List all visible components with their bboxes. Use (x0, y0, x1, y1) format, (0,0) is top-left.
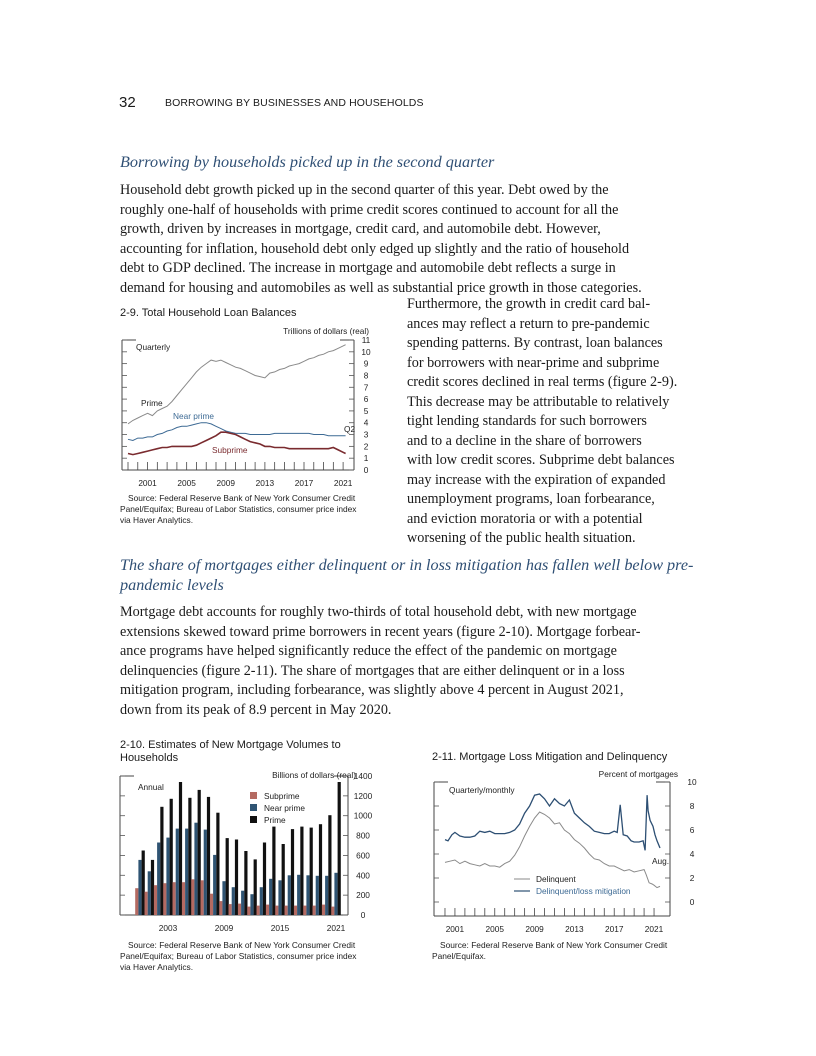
bar-subprime (154, 885, 157, 915)
text-line: spending patterns. By contrast, loan balances (407, 335, 663, 351)
bar-subprime (331, 907, 334, 915)
x-tick-label: 2009 (216, 478, 236, 488)
bar-prime (328, 815, 331, 915)
source-line: via Haver Analytics. (120, 515, 194, 525)
x-tick-label: 2015 (270, 923, 290, 933)
x-tick-label: 2017 (604, 924, 624, 934)
bar-prime (310, 828, 313, 915)
legend-label-prime: Prime (264, 815, 286, 825)
title-line: 2-10. Estimates of New Mortgage Volumes to (120, 739, 341, 751)
bar-prime (319, 824, 322, 915)
x-tick-label: 2005 (485, 924, 504, 934)
bar-near-prime (288, 875, 291, 915)
bar-prime (244, 851, 247, 915)
series-label-near-prime: Near prime (173, 411, 215, 421)
bar-near-prime (316, 876, 319, 915)
bar-near-prime (157, 843, 160, 916)
text-line: mitigation program, including forbearance, was slightly above 4 percent in August 2021, (120, 682, 624, 698)
source-line: Panel/Equifax. (432, 951, 487, 961)
bar-subprime (191, 879, 194, 915)
bar-subprime (294, 906, 297, 915)
text-line: and to a decline in the share of borrowers (407, 432, 642, 449)
paragraph-mortgage-debt (120, 603, 710, 720)
text-line: delinquencies (figure 2-11). The share of mortgages that are either delinquent or in a loss (120, 662, 625, 679)
y-axis-label: Percent of mortgages (598, 769, 678, 779)
y-tick-label: 4 (363, 417, 369, 428)
x-tick-label: 2001 (445, 924, 465, 934)
text-line: Mortgage debt accounts for roughly two-thirds of total household debt, with new mortgage (120, 604, 637, 620)
bar-subprime (285, 906, 288, 915)
bar-prime (188, 798, 191, 915)
series-label-subprime: Subprime (212, 445, 248, 455)
bar-prime (291, 829, 294, 915)
bar-prime (254, 859, 257, 915)
x-tick-label: 2013 (565, 924, 584, 934)
bar-prime (338, 782, 341, 915)
page-number: 32 (119, 94, 136, 111)
source-line: Source: Federal Reserve Bank of New York Consumer Credit (440, 940, 668, 950)
x-tick-label: 2013 (255, 478, 275, 488)
text-line: worsening of the public health situation. (407, 530, 636, 546)
frequency-note: Quarterly (136, 342, 171, 352)
y-tick-label: 1400 (353, 771, 373, 781)
legend-label-loss-mitigation: Delinquent/loss mitigation (536, 886, 631, 896)
end-annotation-aug: Aug. (652, 856, 670, 866)
x-tick-label: 2009 (214, 923, 234, 933)
bar-subprime (201, 880, 204, 915)
figure-2-9-chart (112, 322, 402, 492)
end-annotation-q2: Q2 (344, 424, 356, 434)
x-tick-label: 2003 (158, 923, 178, 933)
bar-near-prime (250, 894, 253, 915)
bar-near-prime (260, 887, 263, 915)
x-axis-ticks (128, 462, 353, 488)
x-axis-ticks (159, 923, 346, 933)
bar-near-prime (138, 860, 141, 915)
legend (250, 791, 305, 825)
bar-prime (263, 843, 266, 916)
bars-group (135, 782, 341, 915)
bar-subprime (182, 882, 185, 915)
legend-label-subprime: Subprime (264, 791, 300, 801)
series-line-prime (128, 345, 346, 424)
text-line: may increase with the expiration of expanded (407, 471, 666, 488)
legend-swatch-prime (250, 816, 257, 823)
y-tick-label: 2 (689, 873, 695, 883)
y-tick-label: 10 (361, 346, 371, 357)
y-tick-label: 1000 (353, 810, 373, 821)
figure-2-11-source (432, 940, 702, 962)
y-tick-label: 0 (360, 910, 366, 920)
y-tick-label: 200 (356, 890, 370, 901)
bar-near-prime (269, 879, 272, 915)
x-tick-label: 2009 (525, 924, 544, 934)
figure-2-10-title (120, 739, 341, 765)
figure-2-10-source (120, 940, 390, 973)
bar-subprime (257, 906, 260, 915)
y-tick-label: 5 (363, 405, 369, 416)
y-axis-label: Billions of dollars (real) (272, 770, 356, 780)
y-tick-label: 800 (356, 830, 370, 841)
bar-prime (235, 840, 238, 916)
heading-line: pandemic levels (120, 576, 224, 594)
section-heading-household-borrowing: Borrowing by households picked up in the second quarter (120, 153, 495, 171)
bar-near-prime (241, 891, 244, 915)
source-line: Panel/Equifax; Bureau of Labor Statistics, consumer price index (120, 951, 357, 961)
bar-near-prime (213, 855, 216, 915)
paragraph-household-debt (120, 181, 710, 298)
y-tick-label: 1 (363, 453, 369, 464)
title-line: Households (120, 752, 179, 764)
bar-near-prime (194, 823, 197, 915)
bar-near-prime (176, 829, 179, 915)
text-line: tight lending standards for such borrowers (407, 413, 647, 429)
x-tick-label: 2021 (644, 924, 664, 934)
text-line: ance programs have helped significantly reduce the effect of the pandemic on mortgage (120, 643, 617, 659)
figure-2-10-chart (112, 770, 392, 938)
text-line: for borrowers with near-prime and subprime (407, 354, 660, 371)
text-line: ances may reflect a return to pre-pandemic (407, 315, 650, 332)
text-line: unemployment programs, loan forbearance, (407, 491, 655, 507)
source-line: Panel/Equifax; Bureau of Labor Statistics, consumer price index (120, 504, 357, 514)
figure-2-9-title: 2-9. Total Household Loan Balances (120, 307, 297, 319)
bar-subprime (219, 901, 222, 915)
section-heading-mortgage-delinquency (120, 555, 700, 595)
bar-subprime (173, 882, 176, 915)
bar-prime (216, 813, 219, 915)
bar-prime (282, 844, 285, 915)
bar-prime (226, 838, 229, 915)
heading-line: The share of mortgages either delinquent or in loss mitigation has fallen well below pre- (120, 556, 694, 574)
text-line: credit scores declined in real terms (figure 2-9). (407, 374, 678, 390)
text-line: demand for housing and automobiles as well as substantial price growth in those categories. (120, 279, 642, 296)
bar-near-prime (297, 875, 300, 915)
legend-label-near-prime: Near prime (264, 803, 306, 813)
y-tick-label: 6 (363, 394, 369, 405)
bar-near-prime (278, 880, 281, 915)
y-tick-label: 9 (363, 358, 369, 369)
bar-subprime (303, 906, 306, 915)
bar-near-prime (204, 830, 207, 915)
bar-prime (198, 790, 201, 915)
bar-prime (151, 860, 154, 915)
bar-subprime (163, 883, 166, 915)
text-line: extensions skewed toward prime borrowers in recent years (figure 2-10). Mortgage forbear- (120, 623, 641, 640)
bar-prime (142, 851, 145, 916)
bar-subprime (145, 892, 148, 915)
bar-near-prime (306, 875, 309, 915)
bar-subprime (238, 904, 241, 915)
bar-prime (207, 797, 210, 915)
x-tick-label: 2001 (138, 478, 157, 488)
text-line: and eviction moratoria or with a potential (407, 510, 643, 527)
legend (514, 874, 631, 896)
y-tick-label: 10 (687, 777, 697, 787)
y-tick-label: 8 (363, 370, 369, 381)
bar-prime (179, 782, 182, 915)
bar-subprime (313, 906, 316, 915)
text-line: growth, driven by increases in mortgage, credit card, and automobile debt. However, (120, 221, 601, 237)
x-tick-label: 2017 (294, 478, 314, 488)
figure-2-11-title: 2-11. Mortgage Loss Mitigation and Delinquency (432, 751, 668, 763)
series-line-near-prime (128, 423, 346, 441)
bar-near-prime (185, 829, 188, 915)
y-tick-label: 600 (356, 850, 370, 861)
bar-near-prime (325, 876, 328, 915)
legend-swatch-subprime (250, 792, 257, 799)
y-tick-label: 3 (363, 429, 369, 440)
x-tick-label: 2005 (177, 478, 196, 488)
source-line: Source: Federal Reserve Bank of New York Consumer Credit (128, 493, 356, 503)
bar-prime (170, 799, 173, 915)
y-tick-label: 0 (689, 897, 695, 907)
figure-2-11-chart (426, 766, 711, 936)
y-tick-label: 2 (363, 441, 369, 452)
text-line: roughly one-half of households with prime credit scores continued to account for all the (120, 201, 619, 218)
series-label-prime: Prime (141, 398, 163, 408)
frequency-note: Quarterly/monthly (449, 785, 515, 795)
figure-2-9-source (120, 493, 390, 526)
paragraph-credit-card-balances (407, 295, 702, 549)
running-head: BORROWING BY BUSINESSES AND HOUSEHOLDS (165, 97, 424, 109)
bar-near-prime (334, 873, 337, 915)
y-tick-label: 0 (363, 465, 369, 475)
text-line: Household debt growth picked up in the second quarter of this year. Debt owed by the (120, 182, 609, 198)
bar-prime (160, 807, 163, 915)
x-tick-label: 2021 (326, 923, 346, 933)
legend-label-delinquent: Delinquent (536, 874, 576, 884)
text-line: Furthermore, the growth in credit card bal- (407, 296, 651, 312)
bar-near-prime (148, 871, 151, 915)
text-line: accounting for inflation, household debt only edged up slightly and the ratio of household (120, 240, 630, 257)
frequency-note: Annual (138, 782, 164, 792)
bar-subprime (322, 905, 325, 915)
y-tick-label: 6 (689, 825, 695, 835)
y-tick-label: 4 (689, 849, 695, 859)
bar-prime (272, 827, 275, 915)
bar-subprime (210, 894, 213, 915)
bar-prime (300, 827, 303, 915)
bar-subprime (247, 907, 250, 915)
legend-swatch-near-prime (250, 804, 257, 811)
text-line: down from its peak of 8.9 percent in May 2020. (120, 701, 392, 718)
bar-near-prime (166, 838, 169, 915)
text-line: debt to GDP declined. The increase in mortgage and automobile debt reflects a surge in (120, 260, 616, 276)
source-line: via Haver Analytics. (120, 962, 194, 972)
y-tick-label: 7 (363, 382, 369, 393)
y-tick-label: 1200 (353, 790, 373, 801)
y-axis-label: Trillions of dollars (real) (283, 326, 369, 336)
bar-subprime (275, 906, 278, 915)
text-line: with low credit scores. Subprime debt balances (407, 452, 675, 468)
bar-subprime (266, 905, 269, 915)
bar-near-prime (232, 887, 235, 915)
source-line: Source: Federal Reserve Bank of New York Consumer Credit (128, 940, 356, 950)
y-tick-label: 8 (689, 801, 695, 811)
y-tick-label: 400 (356, 870, 370, 881)
bar-near-prime (222, 881, 225, 915)
y-tick-label: 11 (361, 335, 371, 345)
x-axis-ticks (445, 908, 664, 934)
text-line: This decrease may be attributable to relatively (407, 393, 670, 410)
x-tick-label: 2021 (333, 478, 353, 488)
bar-subprime (135, 888, 138, 915)
bar-subprime (229, 904, 232, 915)
